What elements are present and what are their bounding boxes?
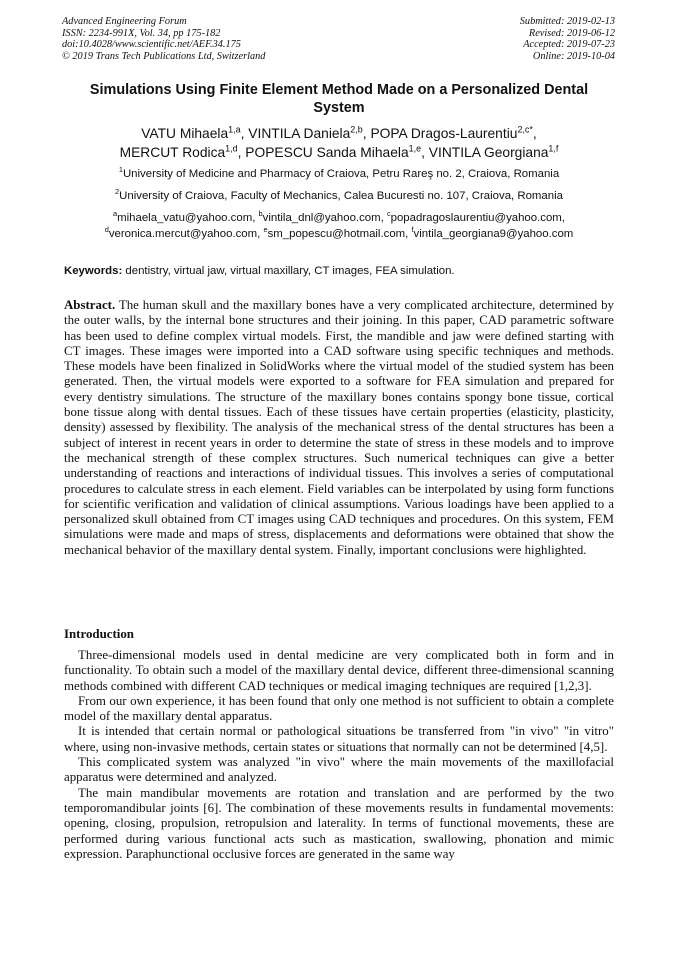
author: MERCUT Rodica$^{1,d}$, (119, 143, 246, 160)
author: POPA Dragos-Laurentiu$^{2,c*}$, (370, 124, 537, 141)
author: VINTILA Georgiana$^{1,f}$ (428, 143, 559, 160)
journal-copyright: © 2019 Trans Tech Publications Ltd, Switzerland (62, 50, 266, 62)
email: $^e$sm_popescu@hotmail.com, (263, 224, 412, 240)
email: $^a$mihaela_vatu@yahoo.com, (113, 209, 259, 224)
section-heading: Introduction (64, 627, 134, 641)
paragraph: It is intended that certain normal or pathological situations be transferred from "in vivo" "in vitro" where, using non-invasive methods, certain states or situations that normally can not be determined [4,5]. (64, 724, 614, 754)
email: $^c$popadragoslaurentiu@yahoo.com, (386, 209, 565, 224)
email: $^f$vintila_georgiana9@yahoo.com (411, 224, 574, 240)
abstract (64, 298, 614, 558)
date-accepted: Accepted: 2019-07-23 (523, 39, 615, 51)
author: POPESCU Sanda Mihaela$^{1,e}$, (245, 143, 429, 160)
keywords-text: dentistry, virtual jaw, virtual maxillary, CT images, FEA simulation. (122, 265, 455, 277)
paragraph: This complicated system was analyzed "in vivo" where the main movements of the maxillofacial apparatus were determined and analyzed. (64, 755, 614, 785)
paragraph: The main mandibular movements are rotation and translation and are performed by the two temporomandibular joints [6]. The combination of these movements results in fundamental movements: opening, closing, propulsion, retropulsion and laterality. In terms of functional movements, these are performed during various functional acts such as mastication, swallowing, phonation and mimic expression. Paraphunctional occlusive forces are generated in the same way (64, 785, 614, 861)
keywords (64, 264, 616, 278)
journal-info (62, 16, 265, 62)
author: VINTILA Daniela$^{2,b}$, (248, 124, 371, 141)
paragraph: Three-dimensional models used in dental medicine are very complicated both in form and in functionality. To obtain such a model of the maxillary dental device, different three-dimensional scanning methods combined with different CAD techniques or medical imaging techniques are required [1,2,3]. (64, 648, 614, 693)
journal-issn: ISSN: 2234-991X, Vol. 34, pp 175-182 (62, 27, 221, 39)
date-online: Online: 2019-10-04 (532, 50, 615, 62)
affiliation: $^2$University of Craiova, Faculty of Mechanics, Calea Bucuresti no. 107, Craiova, Romania (115, 187, 563, 202)
publication-dates (520, 16, 615, 62)
keywords-label: Keywords: (64, 265, 123, 277)
affiliation: $^1$University of Medicine and Pharmacy of Craiova, Petru Rareş no. 2, Craiova, Romania (118, 165, 560, 180)
abstract-label: Abstract. (64, 298, 116, 312)
email: $^d$veronica.mercut@yahoo.com, (104, 224, 264, 240)
email: $^b$vintila_dnl@yahoo.com, (258, 209, 387, 224)
author-list (60, 124, 618, 162)
abstract-text: The human skull and the maxillary bones have a very complicated architecture, determined by the outer walls, by the internal bone structures and their joining. In this paper, CAD parametric software has been used to define complex virtual models. First, the mandible and jaw were defined starting with CT images. These images were imported into a CAD software using specific techniques and methods. These models have been finalized in SolidWorks where the virtual model of the studied system has been generated. Then, the virtual models were exported to a software for FEA simulation and prepared for every dentistry simulations. The structure of the maxillary bones contains spongy bone tissue, cortical bone tissue along with dental tissues. Each of these tissues have certain properties (elasticity, plasticity, density) assessed by flexibility. The analysis of the mechanical stress of the dental structures has been a subject of interest in recent years in order to determine the state of stress in these models and to improve the mechanical strength of these complex structures. Such numerical techniques can give a better understanding of reactions and interactions of individual tissues. This involves a series of computational procedures to calculate stress in each element. Field variables can be interpolated by using form functions for scientific verification and validation of clinical assumptions. Various loadings have been applied to a personalized skull obtained from CT images using CAD techniques and procedures. On this system, FEM simulations were made and maps of stress, displacements and deformations were obtained that show the mechanical behavior of the maxillary dental system. Finally, important conclusions were highlighted. (64, 298, 614, 557)
author-emails (60, 211, 618, 242)
journal-name: Advanced Engineering Forum (62, 16, 187, 27)
date-submitted: Submitted: 2019-02-13 (519, 16, 615, 27)
paper-title: Simulations Using Finite Element Method Made on a Personalized Dental System (89, 82, 589, 116)
introduction-body (64, 648, 614, 862)
date-revised: Revised: 2019-06-12 (528, 27, 615, 39)
paragraph: From our own experience, it has been found that only one method is not sufficient to obtain a complete model of the maxillary dental apparatus. (64, 693, 614, 724)
journal-doi: doi:10.4028/www.scientific.net/AEF.34.175 (62, 39, 241, 51)
author: VATU Mihaela$^{1,a}$, (141, 124, 249, 141)
